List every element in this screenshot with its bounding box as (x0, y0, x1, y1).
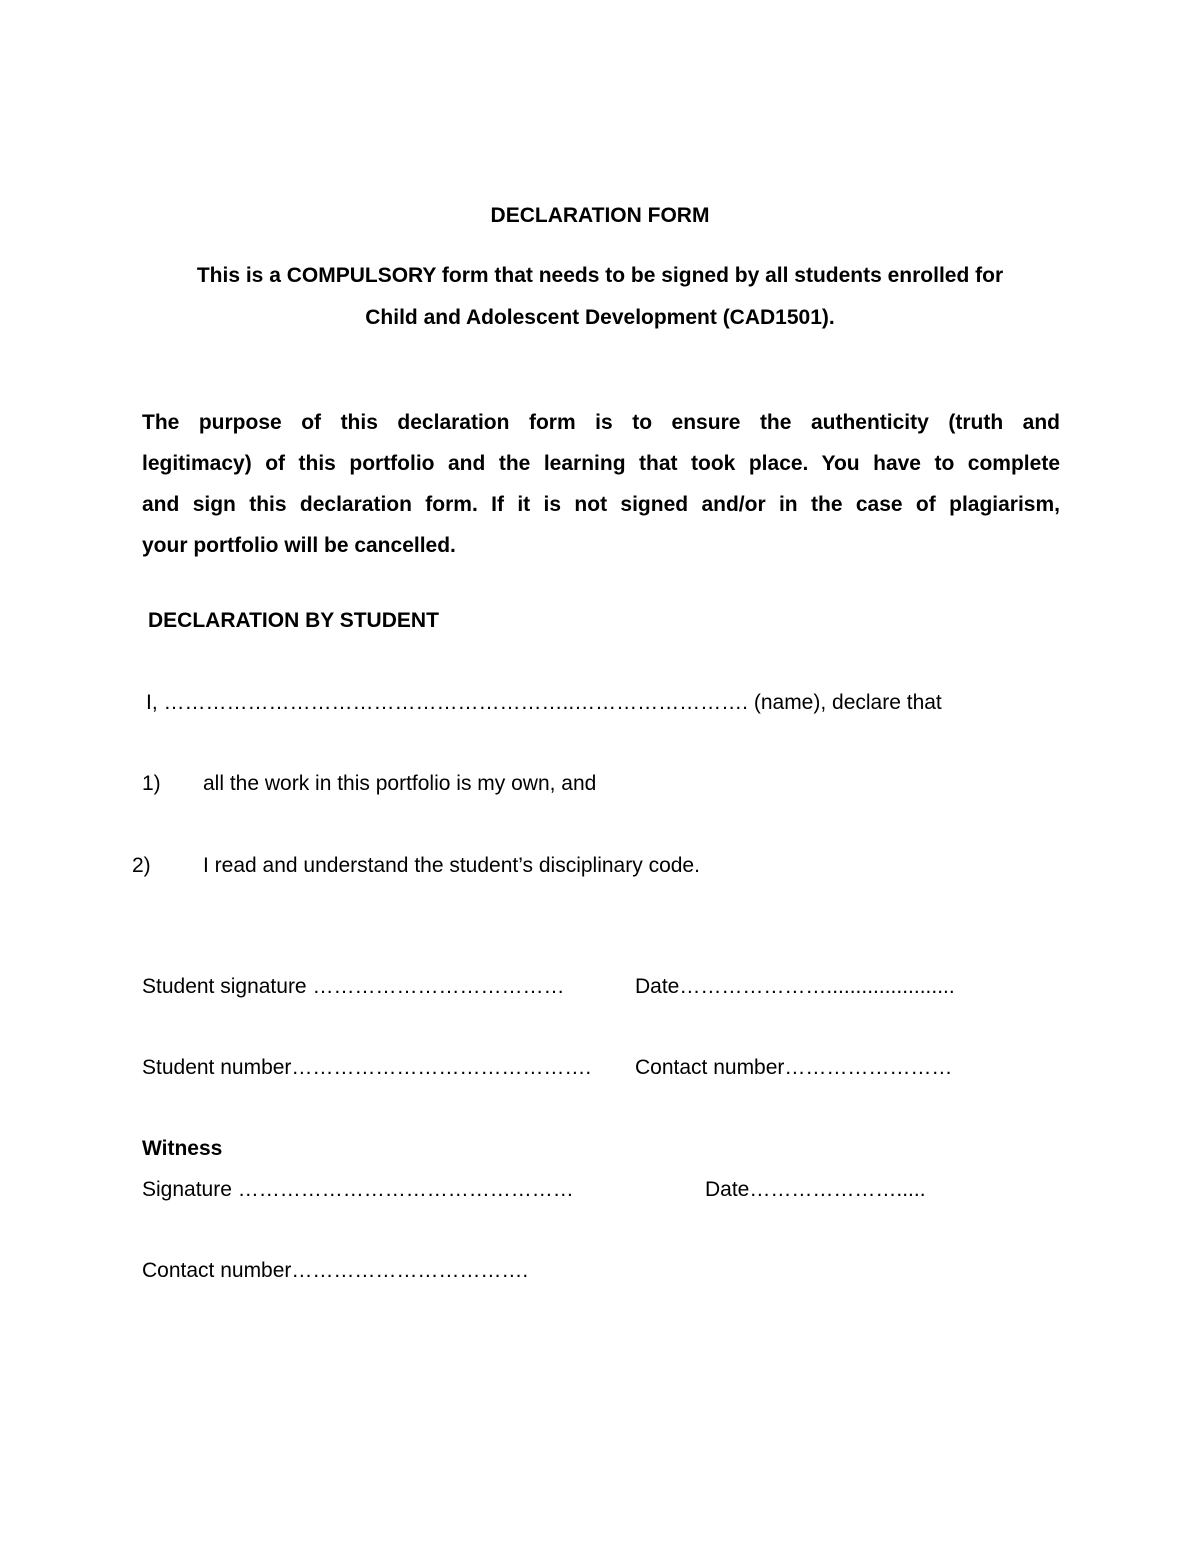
item-number-1: 1) (142, 772, 161, 795)
witness-signature-field[interactable]: Signature ………………………………………… (142, 1178, 574, 1201)
student-name-field[interactable]: I, …………………………………………………..……………………. (name), declare that (146, 691, 942, 714)
intro-line-1: This is a COMPULSORY form that needs to be signed by all students enrolled for (196, 264, 1004, 287)
student-declaration-heading: DECLARATION BY STUDENT (148, 609, 439, 632)
witness-heading: Witness (142, 1137, 223, 1160)
item-text-2: I read and understand the student’s disciplinary code. (203, 854, 700, 877)
student-date-field[interactable]: Date…………………...................... (635, 975, 955, 998)
witness-date-field[interactable]: Date…………………..... (705, 1178, 926, 1201)
page-title: DECLARATION FORM (490, 204, 710, 227)
item-number-2: 2) (132, 854, 151, 877)
purpose-line: your portfolio will be cancelled. (142, 534, 456, 557)
purpose-line: The purpose of this declaration form is to ensure the authenticity (truth and (142, 411, 1060, 434)
purpose-paragraph (142, 402, 1060, 566)
purpose-line: and sign this declaration form. If it is not signed and/or in the case of plagiarism, (142, 493, 1060, 516)
student-number-field[interactable]: Student number……………………………………. (142, 1056, 592, 1079)
intro-line-2: Child and Adolescent Development (CAD1501). (365, 306, 835, 329)
witness-contact-field[interactable]: Contact number……………………………. (142, 1259, 529, 1282)
item-text-1: all the work in this portfolio is my own, and (203, 772, 597, 795)
purpose-line: legitimacy) of this portfolio and the learning that took place. You have to complete (142, 452, 1060, 475)
student-contact-field[interactable]: Contact number…………………… (635, 1056, 953, 1079)
student-signature-field[interactable]: Student signature ……………………………… (142, 975, 565, 998)
